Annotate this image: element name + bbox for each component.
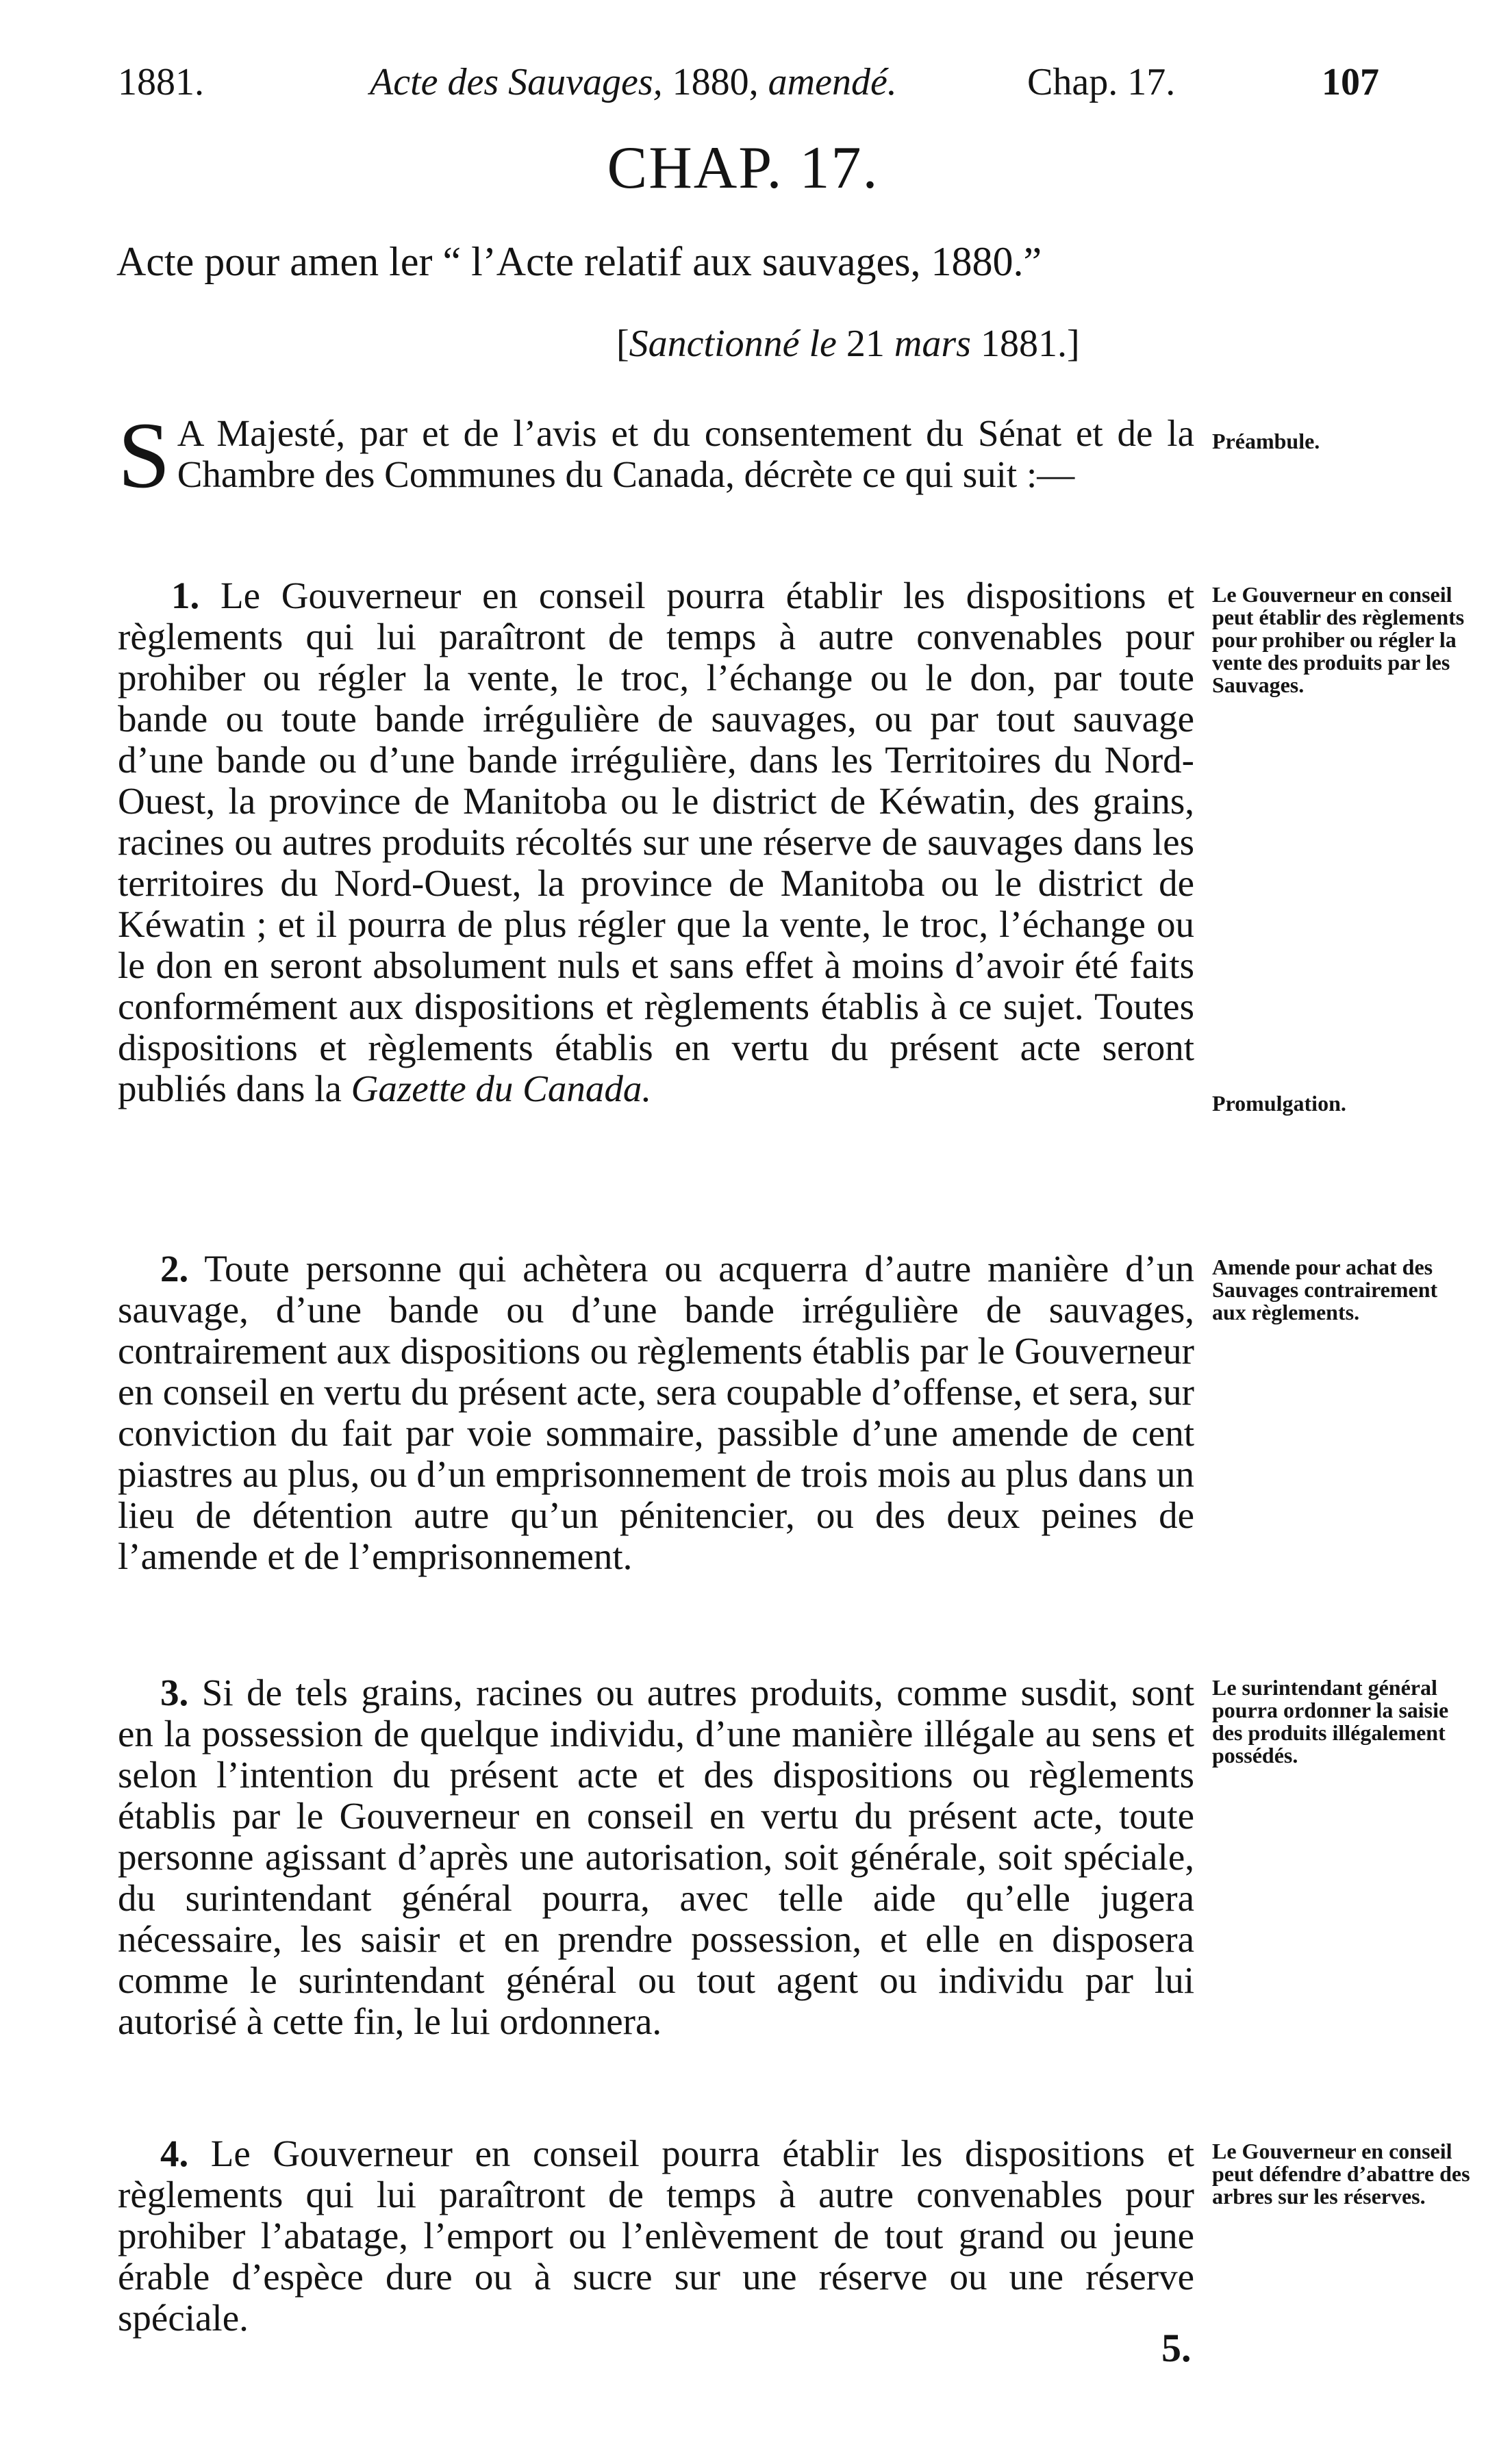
preamble-text: A Majesté, par et de l’avis et du consentement du Sénat et de la Chambre des Communes du Canada, décrète ce qui suit :—: [177, 412, 1194, 495]
section-number: 1.: [171, 575, 200, 616]
chapter-heading: CHAP. 17.: [607, 135, 879, 201]
section-text: Le Gouverneur en conseil pourra établir les dispositions et règlements qui lui paraîtront de temps à autre convenables pour prohiber ou régler la vente, le troc, l’échange ou le don, par toute bande ou toute bande irrégulière de sauvages, ou par tout sauvage d’une bande ou d’une bande irrégulière, dans les Territoires du Nord-Ouest, la province de Manitoba ou le district de Kéwatin, des grains, racines ou autres produits récoltés sur une réserve de sauvages dans les territoires du Nord-Ouest, la province de Manitoba ou le district de Kéwatin ; et il pourra de plus régler que la vente, le troc, l’échange ou le don en seront absolument nuls et sans effet à moins d’avoir été faits conformément aux dispositions et règlements établis à ce sujet. Toutes dispositions et règlements établis en vertu du présent acte seront publiés dans la: [118, 575, 1194, 1109]
section-4: [118, 2133, 1194, 2339]
section-number: 2.: [160, 1248, 189, 1290]
catchword: 5.: [1161, 2326, 1192, 2370]
margin-note-section-4: Le Gouverneur en conseil peut défendre d’abattre des arbres sur les réserves.: [1212, 2139, 1470, 2209]
header-act-year: 1880,: [672, 61, 759, 103]
drop-cap: S: [118, 403, 171, 507]
margin-note-section-2: Amende pour achat des Sauvages contrairement aux règlements.: [1212, 1255, 1438, 1324]
sanction-month: mars: [894, 323, 971, 365]
sanction-open-bracket: [: [616, 323, 629, 365]
section-text: Toute personne qui achètera ou acquerra d’autre manière d’un sauvage, d’une bande ou d’une bande irrégulière de sauvages, contrairement aux dispositions ou règlements établis par le Gouverneur en conseil en vertu du présent acte, sera coupable d’offense, et sera, sur conviction du fait par voie sommaire, passible d’une amende de cent piastres au plus, ou d’un emprisonnement de trois mois au plus dans un lieu de détention autre qu’un pénitencier, ou des deux peines de l’amende et de l’emprisonnement.: [118, 1248, 1194, 1577]
sanction-label: Sanctionné le: [629, 323, 837, 365]
header-year: 1881.: [118, 61, 204, 103]
header-act-name: Acte des Sauvages,: [370, 61, 663, 103]
header-act-amended: amendé.: [768, 61, 897, 103]
header-chapter: Chap. 17.: [1027, 61, 1176, 103]
margin-note-promulgation: Promulgation.: [1212, 1091, 1346, 1116]
margin-note-section-1: Le Gouverneur en conseil peut établir des règlements pour prohiber ou régler la vente des produits par les Sauvages.: [1212, 582, 1465, 697]
section-2: [118, 1248, 1194, 1577]
gazette-reference: Gazette du Canada.: [351, 1068, 652, 1109]
page-number: 107: [1322, 61, 1379, 103]
section-number: 4.: [160, 2133, 189, 2174]
header-act-title: [370, 58, 897, 106]
sanction-day: 21: [836, 323, 894, 365]
margin-note-section-3: Le surintendant général pourra ordonner la saisie des produits illégalement possédés.: [1212, 1675, 1449, 1768]
preamble: [118, 403, 1194, 507]
section-text: Le Gouverneur en conseil pourra établir les dispositions et règlements qui lui paraîtront de temps à autre convenables pour prohiber l’abatage, l’emport ou l’enlèvement de tout grand ou jeune érable d’espèce dure ou à sucre sur une réserve ou une réserve spéciale.: [118, 2133, 1195, 2339]
section-1: [118, 575, 1194, 1109]
act-title: Acte pour amen ler “ l’Acte relatif aux sauvages, 1880.”: [116, 239, 1042, 284]
sanction-year: 1881.]: [970, 323, 1080, 365]
margin-note-preamble: Préambule.: [1212, 429, 1320, 453]
section-text: Si de tels grains, racines ou autres produits, comme susdit, sont en la possession de quelque individu, d’une manière illégale au sens et selon l’intention du présent acte et des dispositions ou règlements établis par le Gouverneur en conseil en vertu du présent acte, toute personne agissant d’après une autorisation, soit générale, soit spéciale, du surintendant général pourra, avec telle aide qu’elle jugera nécessaire, les saisir et en prendre possession, et elle en disposera comme le surintendant général ou tout agent ou individu par lui autorisé à cette fin, le lui ordonnera.: [118, 1672, 1194, 2042]
section-3: [118, 1672, 1194, 2042]
sanction-line: [616, 322, 1080, 366]
section-number: 3.: [160, 1672, 189, 1713]
